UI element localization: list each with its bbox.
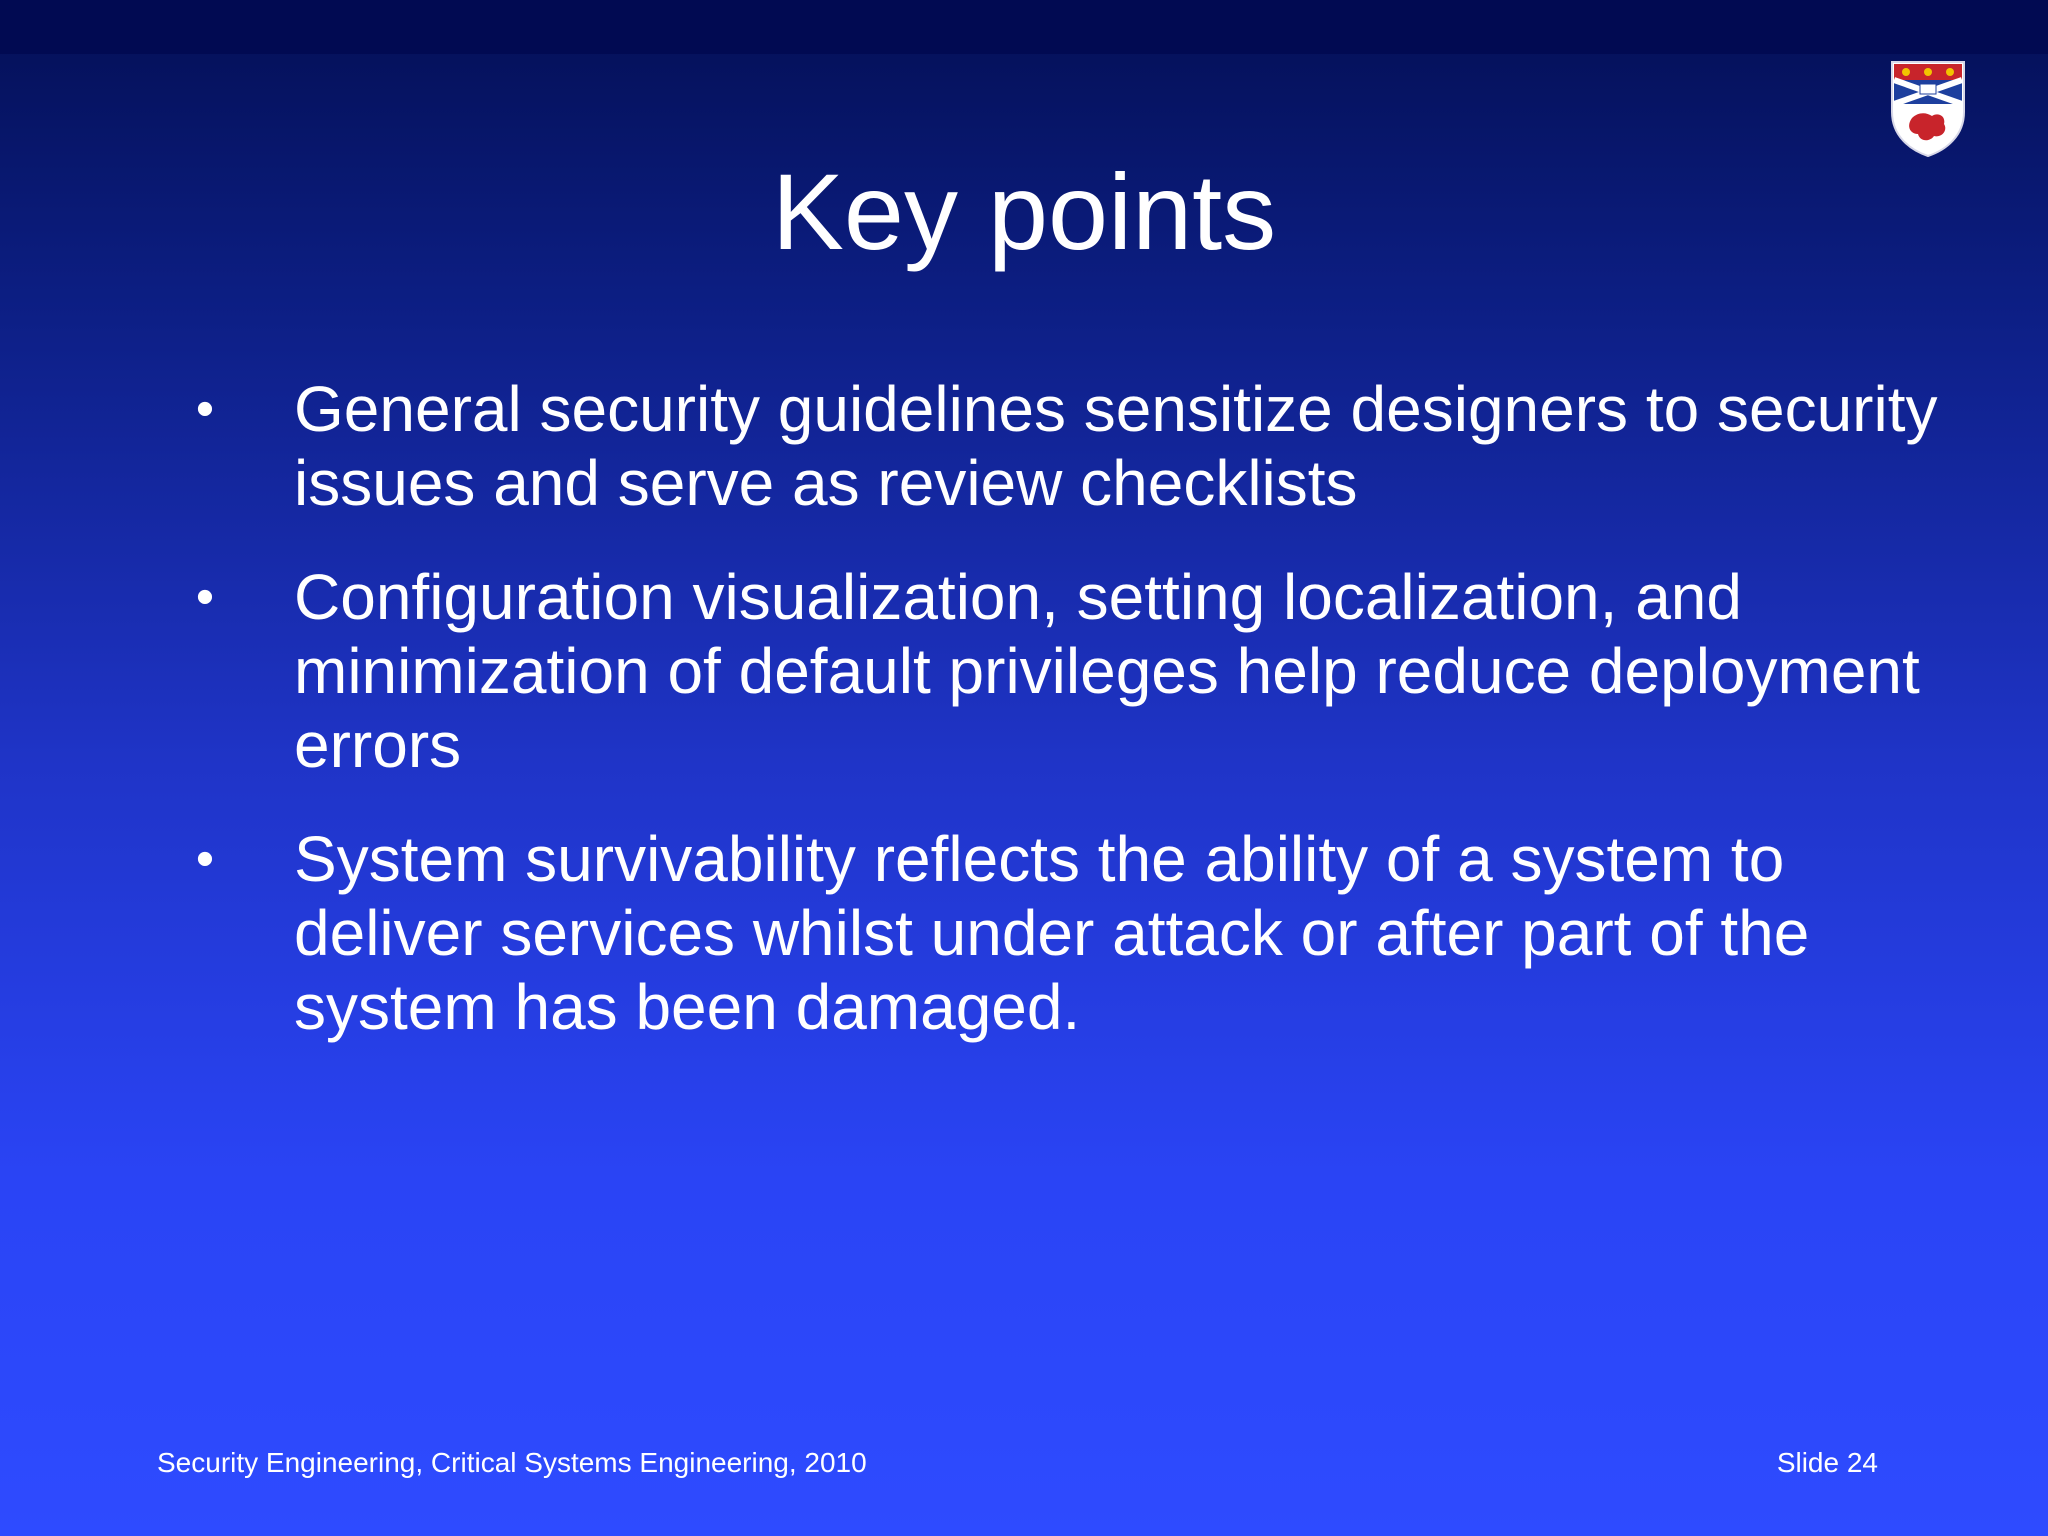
- bullet-item: [190, 822, 1950, 1044]
- top-band: [0, 0, 2048, 54]
- bullet-item: [190, 372, 1950, 520]
- bullet-dot-icon: •: [195, 380, 215, 438]
- bullet-dot-icon: •: [195, 830, 215, 888]
- bullet-text: Configuration visualization, setting localization, and minimization of default privileges help reduce deployment errors: [294, 561, 1920, 781]
- bullet-text: System survivability reflects the ability of a system to deliver services whilst under attack or after part of the system has been damaged.: [294, 823, 1810, 1043]
- university-crest-icon: [1890, 60, 1966, 158]
- slide-number: Slide 24: [1776, 1447, 1878, 1478]
- bullet-dot-icon: •: [195, 568, 215, 626]
- bullet-text: General security guidelines sensitize designers to security issues and serve as review checklists: [294, 373, 1938, 519]
- bullet-item: [190, 560, 1950, 782]
- footer-course-text: Security Engineering, Critical Systems Engineering, 2010: [157, 1447, 867, 1478]
- slide-title: Key points: [771, 151, 1277, 272]
- bullet-list: [190, 372, 1950, 1084]
